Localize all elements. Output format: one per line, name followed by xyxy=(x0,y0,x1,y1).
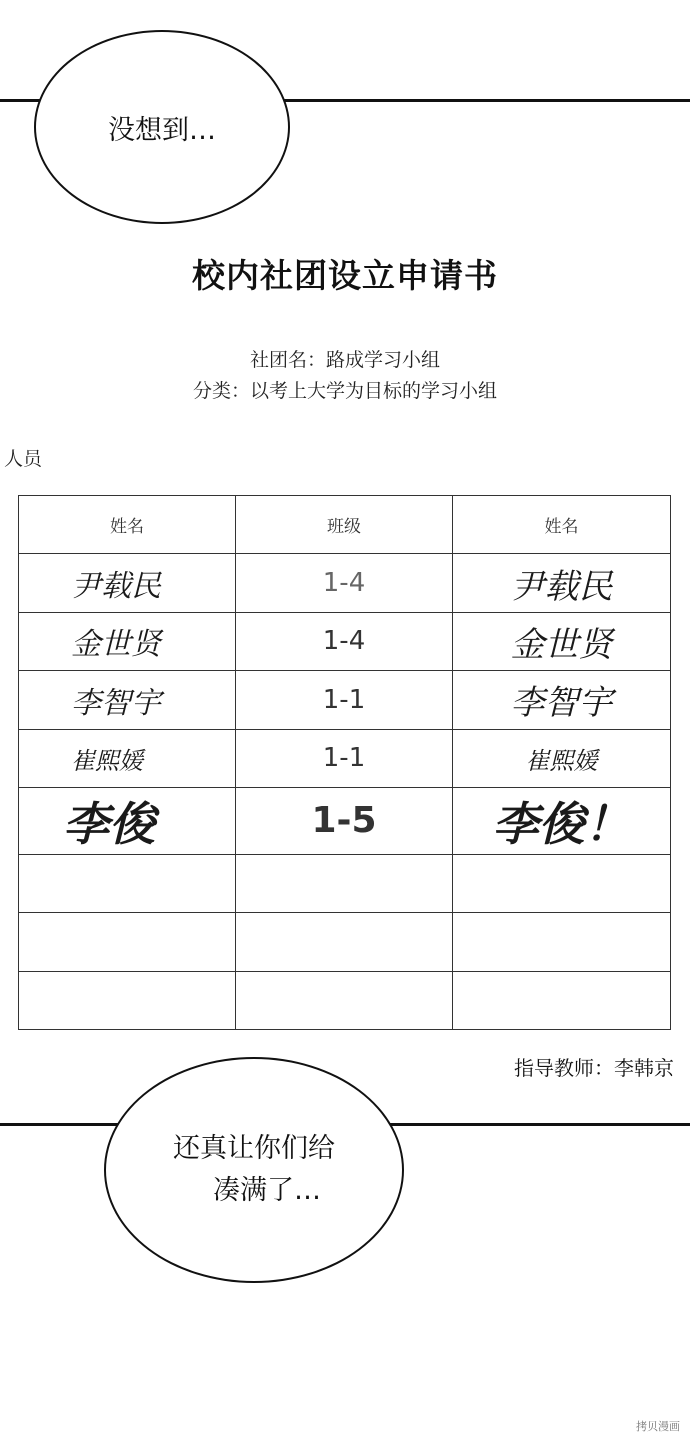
speech-text-top: 没想到… xyxy=(108,114,216,146)
class-cell xyxy=(236,729,453,787)
advisor-label: 指导教师： xyxy=(514,1056,614,1080)
handwritten-name: 崔熙媛 xyxy=(71,746,143,775)
name-cell-left xyxy=(19,787,236,854)
handwritten-name: 李俊 xyxy=(63,796,155,851)
class-cell xyxy=(236,612,453,670)
table-row-empty xyxy=(19,913,671,971)
advisor-line xyxy=(514,1052,674,1081)
handwritten-name: 李智宇 xyxy=(71,685,161,721)
table-header-row xyxy=(19,496,671,554)
handwritten-name: 金世贤 xyxy=(71,627,161,663)
table-row xyxy=(19,671,671,729)
handwritten-name: 金世贤 xyxy=(510,624,613,665)
name-cell-right xyxy=(453,787,671,854)
column-header-class: 班级 xyxy=(236,496,453,554)
member-table xyxy=(18,495,671,1030)
class-cell xyxy=(236,671,453,729)
handwritten-class: 1-4 xyxy=(322,568,366,599)
club-name-line xyxy=(0,345,690,372)
name-cell-right xyxy=(453,612,671,670)
name-cell-left xyxy=(19,554,236,612)
table-row xyxy=(19,787,671,854)
handwritten-class: 1-4 xyxy=(322,626,366,657)
club-name-label: 社团名： xyxy=(249,349,326,371)
name-cell-left xyxy=(19,612,236,670)
table-row-empty xyxy=(19,971,671,1029)
class-cell xyxy=(236,787,453,854)
speech-bubble-bottom xyxy=(104,1057,404,1283)
speech-text-line-1: 还真让你们给 xyxy=(173,1133,335,1164)
club-name-value: 路成学习小组 xyxy=(326,349,441,371)
handwritten-name: 李俊！ xyxy=(492,796,631,851)
handwritten-name: 李智宇 xyxy=(510,683,613,724)
handwritten-name: 崔熙媛 xyxy=(525,746,598,775)
document-title: 校内社团设立申请书 xyxy=(192,256,498,295)
name-cell-left xyxy=(19,729,236,787)
table-row-empty xyxy=(19,854,671,912)
category-value: 以考上大学为目标的学习小组 xyxy=(250,380,498,402)
table-row xyxy=(19,729,671,787)
handwritten-class: 1-1 xyxy=(322,743,366,774)
name-cell-left xyxy=(19,671,236,729)
members-label: 人员 xyxy=(4,448,43,470)
club-category-line xyxy=(0,376,690,403)
handwritten-name: 尹载民 xyxy=(510,566,613,607)
table-row xyxy=(19,554,671,612)
table-row xyxy=(19,612,671,670)
advisor-name: 李韩京 xyxy=(614,1056,674,1080)
name-cell-right xyxy=(453,554,671,612)
name-cell-right xyxy=(453,671,671,729)
handwritten-name: 尹载民 xyxy=(71,569,161,605)
category-label: 分类： xyxy=(192,380,250,402)
column-header-name-right: 姓名 xyxy=(453,496,671,554)
watermark: 拷贝漫画 xyxy=(636,1420,680,1433)
handwritten-class: 1-1 xyxy=(322,684,366,715)
column-header-name-left: 姓名 xyxy=(19,496,236,554)
speech-bubble-top xyxy=(34,30,290,224)
speech-text-line-2: 凑满了… xyxy=(213,1175,321,1206)
class-cell xyxy=(236,554,453,612)
name-cell-right xyxy=(453,729,671,787)
handwritten-class: 1-5 xyxy=(311,800,377,842)
